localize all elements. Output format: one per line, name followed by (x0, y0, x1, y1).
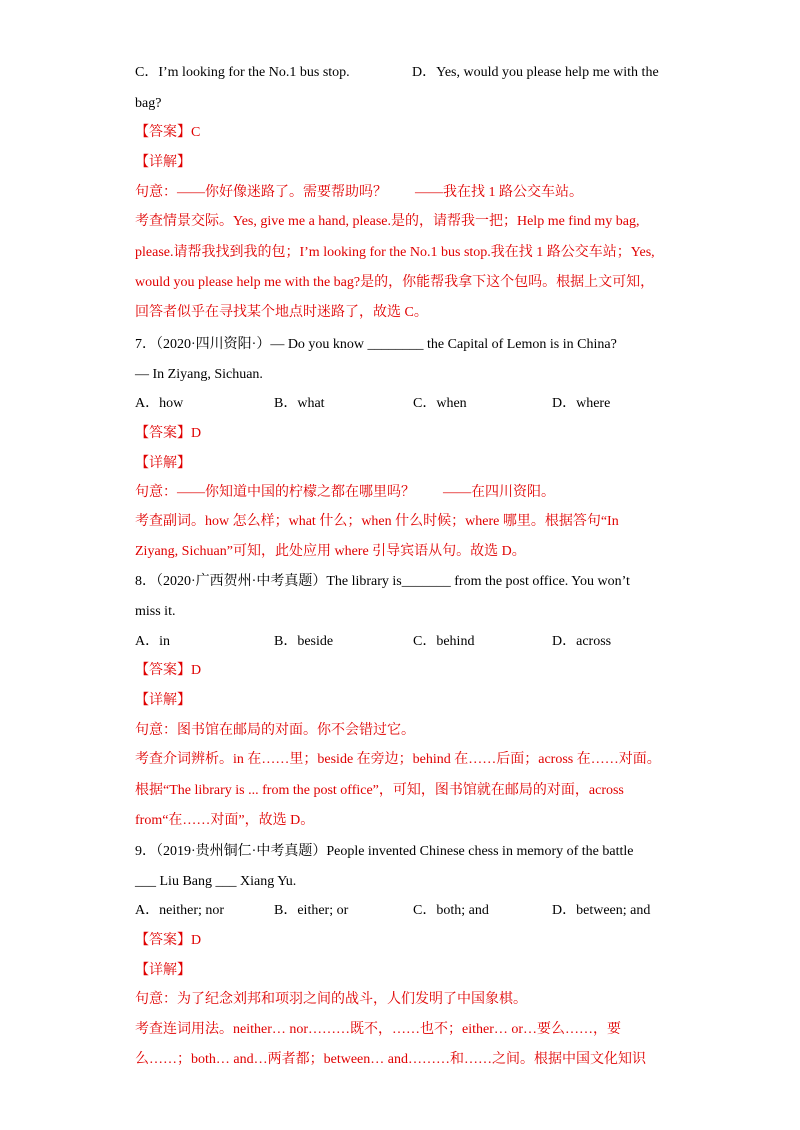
q7-analysis-line: Ziyang, Sichuan”可知，此处应用 where 引导宾语从句。故选 D。 (135, 544, 526, 559)
q7-stem: 7．（2020·四川资阳·）— Do you know ________ the Capital of Lemon is in China? (135, 337, 617, 352)
q8-analysis-line: 根据“The library is ... from the post office”，可知，图书馆就在邮局的对面，across (135, 783, 624, 798)
q8-option-d: D．across (552, 634, 612, 649)
q8-option-b: B．beside (274, 634, 334, 649)
q7-option-c: C．when (413, 396, 467, 411)
q9-stem: 9．（2019·贵州铜仁·中考真题）People invented Chinese chess in memory of the battle (135, 844, 634, 859)
q6-analysis-line: would you please help me with the bag?是的，你能帮我拿下这个包吗。根据上文可知， (135, 275, 655, 290)
q9-option-c: C．both; and (413, 903, 489, 918)
q6-answer: 【答案】C (135, 125, 201, 140)
q8-analysis-line: 考查介词辨析。in 在……里；beside 在旁边；behind 在……后面；across 在……对面。 (135, 752, 661, 767)
q6-analysis-line: 回答者似乎在寻找某个地点时迷路了，故选 C。 (135, 305, 428, 320)
q7-option-a: A．how (135, 396, 184, 411)
q6-option-d: D．Yes, would you please help me with the (412, 65, 659, 80)
q7-stem-reply: — In Ziyang, Sichuan. (135, 367, 263, 382)
q7-explain-label: 【详解】 (135, 456, 191, 471)
q8-answer: 【答案】D (135, 663, 202, 678)
q6-option-d-continued: bag? (135, 96, 162, 111)
q6-explain-label: 【详解】 (135, 155, 191, 170)
q9-analysis-line: 么……；both… and…两者都；between… and………和……之间。根据中国文化知识 (135, 1052, 646, 1067)
q7-option-d: D．where (552, 396, 611, 411)
q8-stem-continued: miss it. (135, 604, 176, 619)
q8-option-a: A．in (135, 634, 170, 649)
q7-analysis-line: 考查副词。how 怎么样；what 什么；when 什么时候；where 哪里。根据答句“In (135, 514, 619, 529)
q6-analysis-line: please.请帮我找到我的包；I’m looking for the No.1 bus stop.我在找 1 路公交车站；Yes, (135, 245, 655, 260)
q9-meaning: 句意：为了纪念刘邦和项羽之间的战斗，人们发明了中国象棋。 (135, 992, 527, 1007)
q6-option-c: C．I’m looking for the No.1 bus stop. (135, 65, 350, 80)
q9-explain-label: 【详解】 (135, 963, 191, 978)
q6-meaning: 句意：——你好像迷路了。需要帮助吗？ ——我在找 1 路公交车站。 (135, 185, 583, 200)
q7-option-b: B．what (274, 396, 325, 411)
q8-meaning: 句意：图书馆在邮局的对面。你不会错过它。 (135, 723, 415, 738)
q9-option-d: D．between; and (552, 903, 651, 918)
q8-stem: 8．（2020·广西贺州·中考真题）The library is_______ from the post office. You won’t (135, 574, 630, 589)
q9-option-a: A．neither; nor (135, 903, 225, 918)
q7-meaning: 句意：——你知道中国的柠檬之都在哪里吗？ ——在四川资阳。 (135, 485, 555, 500)
q8-analysis-line: from“在……对面”，故选 D。 (135, 813, 315, 828)
q9-option-b: B．either; or (274, 903, 349, 918)
q8-explain-label: 【详解】 (135, 693, 191, 708)
q9-analysis-line: 考查连词用法。neither… nor………既不，……也不；either… or…要么……，要 (135, 1022, 622, 1037)
q6-analysis-line: 考查情景交际。Yes, give me a hand, please.是的，请帮我一把；Help me find my bag, (135, 214, 640, 229)
q9-answer: 【答案】D (135, 933, 202, 948)
q9-stem-continued: ___ Liu Bang ___ Xiang Yu. (135, 874, 297, 889)
q7-answer: 【答案】D (135, 426, 202, 441)
q8-option-c: C．behind (413, 634, 475, 649)
